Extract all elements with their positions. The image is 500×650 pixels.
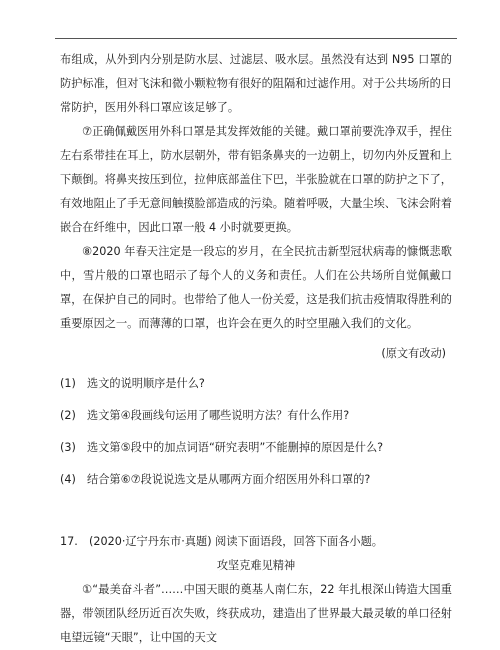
- question-3: (3) 选文第⑤段中的加点词语“研究表明”不能删掉的原因是什么?: [60, 441, 384, 454]
- source-note: (原文有改动): [381, 347, 446, 360]
- paragraph-8: ⑧2020 年春天注定是一段忘的岁月，在全民抗击新型冠状病毒的慷慨悲歌中，雪片般的口罩也昭示了每个人的义务和责任。人们在公共场所自觉佩戴口罩，在保护自己的同时。也带给了他人一份关爱，这是我们抗击疫情取得胜利的重要原因之一。而薄薄的口罩，也许会在更久的时空里融入我们的文化。: [60, 245, 452, 330]
- question-17-header: 17. (2020·辽宁丹东市·真题) 阅读下面语段，回答下面各小题。: [60, 535, 383, 548]
- question-4: (4) 结合第⑥⑦段说说选文是从哪两方面介绍医用外科口罩的?: [60, 473, 371, 486]
- passage-continuation: 布组成，从外到内分别是防水层、过滤层、吸水层。虽然没有达到 N95 口罩的防护标准，但对飞沫和微小颗粒物有很好的阻隔和过滤作用。对于公共场所的日常防护，医用外科口罩应该足够了。: [60, 53, 452, 114]
- article-title: 攻坚克难见精神: [216, 559, 296, 572]
- paragraph-7: ⑦正确佩戴医用外科口罩是其发挥效能的关键。戴口罩前要洗净双手，捏住左右系带挂在耳上，防水层朝外，带有铝条鼻夹的一边朝上，切勿内外反置和上下颠倒。将鼻夹按压到位，拉伸底部盖住下巴，半张脸就在口罩的防护之下了，有效地阻止了手无意间触摸脸部造成的污染。随着呼吸，大量尘埃、飞沫会附着嵌合在纤维中，因此口罩一般 4 小时就要更换。: [60, 125, 452, 234]
- article-paragraph-1: ①“最美奋斗者”……中国天眼的奠基人南仁东，22 年扎根深山铸造大国重器，带领团队经历近百次失败，终获成功，建造出了世界最大最灵敏的单口径射电望远镜“天眼”，让中国的天文: [60, 583, 452, 644]
- question-2: (2) 选文第④段画线句运用了哪些说明方法？有什么作用?: [60, 409, 350, 422]
- question-1: (1) 选文的说明顺序是什么?: [60, 377, 205, 390]
- content: [60, 48, 452, 650]
- top-rule: [55, 38, 457, 39]
